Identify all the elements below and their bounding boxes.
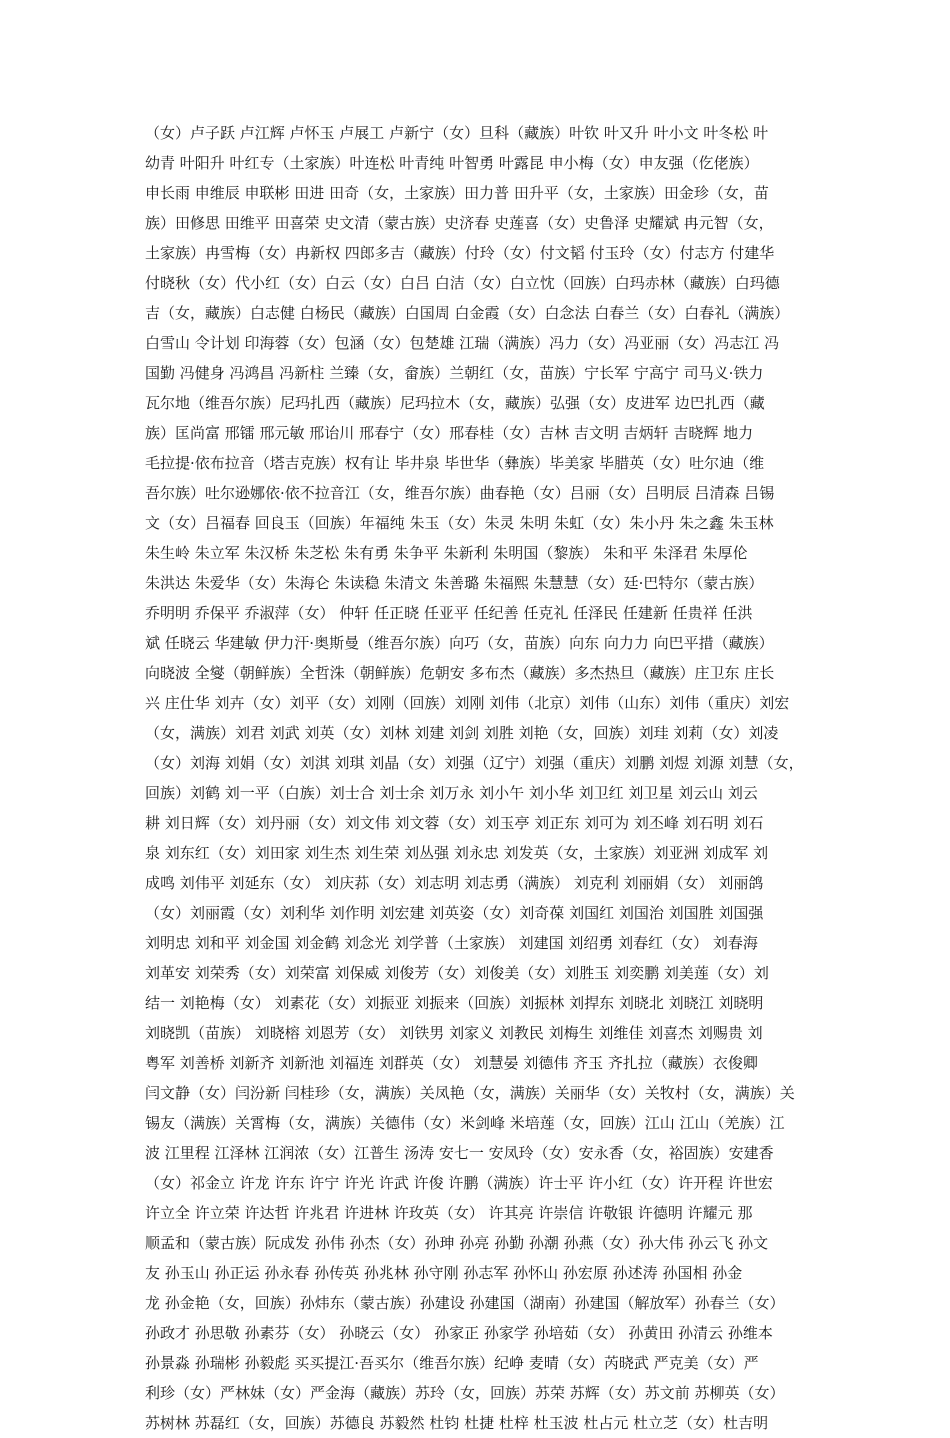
text-line: 乔明明 乔保平 乔淑萍（女） 仲轩 任正晓 任亚平 任纪善 任克礼 任泽民 任建新 任贵祥 任洪	[145, 604, 753, 622]
text-line: 吾尔族）吐尔逊娜依·依不拉音江（女，维吾尔族）曲春艳（女）吕丽（女）吕明辰 吕清森 吕锡	[145, 484, 775, 502]
text-line: 回族）刘鹤 刘一平（白族）刘士合 刘士余 刘万永 刘小午 刘小华 刘卫红 刘卫星 刘云山 刘云	[145, 784, 758, 802]
text-line: 苏树林 苏磊红（女，回族）苏德良 苏毅然 杜钧 杜捷 杜梓 杜玉波 杜占元 杜立芝（女）杜吉明	[145, 1414, 769, 1432]
text-line: 族）匡尚富 邢镭 邢元敏 邢诒川 邢春宁（女）邢春桂（女）吉林 吉文明 吉炳轩 吉晓辉 地力	[145, 424, 754, 442]
text-line: 幼青 叶阳升 叶红专（土家族）叶连松 叶青纯 叶智勇 叶露昆 申小梅（女）申友强（仡佬族）	[145, 154, 759, 172]
text-line: 土家族）冉雪梅（女）冉新权 四郎多吉（藏族）付玲（女）付文韬 付玉玲（女）付志方 付建华	[145, 244, 775, 262]
text-line: 朱洪达 朱爱华（女）朱海仑 朱读稳 朱清文 朱善璐 朱福熙 朱慧慧（女）廷·巴特尔（蒙古族）	[145, 574, 764, 592]
text-line: 成鸣 刘伟平 刘延东（女） 刘庆荪（女）刘志明 刘志勇（满族） 刘克利 刘丽娟（女） 刘丽鸽	[145, 874, 764, 892]
text-line: 向晓波 全燮（朝鲜族）全哲洙（朝鲜族）危朝安 多布杰（藏族）多杰热旦（藏族）庄卫东 庄长	[145, 664, 775, 682]
text-line: 刘晓凯（苗族） 刘晓榕 刘恩芳（女） 刘铁男 刘家义 刘教民 刘梅生 刘维佳 刘喜杰 刘赐贵 刘	[145, 1024, 763, 1042]
text-line: 国勤 冯健身 冯鸿昌 冯新柱 兰臻（女，畲族）兰朝红（女，苗族）宁长军 宁高宁 司马义·铁力	[145, 364, 764, 382]
text-line: 耕 刘日辉（女）刘丹丽（女）刘文伟 刘文蓉（女）刘玉亭 刘正东 刘可为 刘丕峰 刘石明 刘石	[145, 814, 764, 832]
text-line: （女，满族）刘君 刘武 刘英（女）刘林 刘建 刘剑 刘胜 刘艳（女，回族）刘珪 刘莉（女）刘凌	[145, 724, 779, 742]
text-line: 锡友（满族）关霄梅（女，满族）关德伟（女）米剑峰 米培莲（女，回族）江山 江山（羌族）江	[145, 1114, 785, 1132]
text-line: 泉 刘东红（女）刘田家 刘生杰 刘生荣 刘丛强 刘永忠 刘发英（女，土家族）刘亚洲 刘成军 刘	[145, 844, 769, 862]
text-line: 顺孟和（蒙古族）阮成发 孙伟 孙杰（女）孙珅 孙亮 孙勤 孙潮 孙燕（女）孙大伟 孙云飞 孙文	[145, 1234, 769, 1252]
text-line: 申长雨 申维辰 申联彬 田进 田奇（女，土家族）田力普 田升平（女，土家族）田金珍（女，苗	[145, 184, 769, 202]
text-line: 族）田修思 田维平 田喜荣 史文清（蒙古族）史济春 史莲喜（女）史鲁泽 史耀斌 冉元智（女，	[145, 214, 774, 232]
text-line: 朱生岭 朱立军 朱汉桥 朱芝松 朱有勇 朱争平 朱新利 朱明国（黎族） 朱和平 朱泽君 朱厚伦	[145, 544, 748, 562]
text-line: 龙 孙金艳（女，回族）孙炜东（蒙古族）孙建设 孙建国（湖南）孙建国（解放军）孙春兰（女）	[145, 1294, 785, 1312]
text-line: 吉（女，藏族）白志健 白杨民（藏族）白国周 白金霞（女）白念法 白春兰（女）白春礼（满族）	[145, 304, 790, 322]
text-line: （女）祁金立 许龙 许东 许宁 许光 许武 许俊 许鹏（满族）许士平 许小红（女）许开程 许世宏	[145, 1174, 773, 1192]
text-line: 斌 任晓云 华建敏 伊力汗·奥斯曼（维吾尔族）向巧（女，苗族）向东 向力力 向巴平措（藏族）	[145, 634, 774, 652]
text-line: 兴 庄仕华 刘卉（女）刘平（女）刘刚（回族）刘刚 刘伟（北京）刘伟（山东）刘伟（重庆）刘宏	[145, 694, 790, 712]
text-line: （女）卢子跃 卢江辉 卢怀玉 卢展工 卢新宁（女）旦科（藏族）叶钦 叶又升 叶小文 叶冬松 叶	[145, 124, 769, 142]
text-line: 白雪山 令计划 印海蓉（女）包涵（女）包楚雄 江瑞（满族）冯力（女）冯亚丽（女）冯志江 冯	[145, 334, 780, 352]
text-line: 刘革安 刘荣秀（女）刘荣富 刘保威 刘俊芳（女）刘俊美（女）刘胜玉 刘奕鹏 刘美莲（女）刘	[145, 964, 769, 982]
text-line: 毛拉提·依布拉音（塔吉克族）权有让 毕井泉 毕世华（彝族）毕美家 毕腊英（女）吐尔迪（维	[145, 454, 765, 472]
text-line: （女）刘丽霞（女）刘利华 刘作明 刘宏建 刘英姿（女）刘奇葆 刘国红 刘国治 刘国胜 刘国强	[145, 904, 764, 922]
text-line: 粤军 刘善桥 刘新齐 刘新池 刘福连 刘群英（女） 刘慧晏 刘德伟 齐玉 齐扎拉（藏族）衣俊卿	[145, 1054, 758, 1072]
text-line: 波 江里程 江泽林 江润浓（女）江普生 汤涛 安七一 安凤玲（女）安永香（女，裕固族）安建香	[145, 1144, 774, 1162]
name-list-text	[145, 118, 815, 1438]
text-line: 闫文静（女）闫汾新 闫桂珍（女，满族）关凤艳（女，满族）关丽华（女）关牧村（女，满族）关	[145, 1084, 795, 1102]
text-line: 瓦尔地（维吾尔族）尼玛扎西（藏族）尼玛拉木（女，藏族）弘强（女）皮进军 边巴扎西（藏	[145, 394, 765, 412]
text-line: 结一 刘艳梅（女） 刘素花（女）刘振亚 刘振来（回族）刘振林 刘捍东 刘晓北 刘晓江 刘晓明	[145, 994, 764, 1012]
text-line: 利珍（女）严林妹（女）严金海（藏族）苏玲（女，回族）苏荣 苏辉（女）苏文前 苏柳英（女）	[145, 1384, 785, 1402]
text-line: 许立全 许立荣 许达哲 许兆君 许进林 许玫英（女） 许其亮 许崇信 许敬银 许德明 许耀元 那	[145, 1204, 753, 1222]
text-line: （女）刘海 刘娟（女）刘淇 刘琪 刘晶（女）刘强（辽宁）刘强（重庆）刘鹏 刘煜 刘源 刘慧（女，	[145, 754, 804, 772]
text-line: 友 孙玉山 孙正运 孙永春 孙传英 孙兆林 孙守刚 孙志军 孙怀山 孙宏原 孙述涛 孙国相 孙金	[145, 1264, 743, 1282]
text-line: 孙政才 孙思敬 孙素芬（女） 孙晓云（女） 孙家正 孙家学 孙培茹（女） 孙黄田 孙清云 孙维本	[145, 1324, 773, 1342]
text-line: 文（女）吕福春 回良玉（回族）年福纯 朱玉（女）朱灵 朱明 朱虹（女）朱小丹 朱之鑫 朱玉林	[145, 514, 774, 532]
text-line: 刘明忠 刘和平 刘金国 刘金鹤 刘念光 刘学普（土家族） 刘建国 刘绍勇 刘春红（女） 刘春海	[145, 934, 758, 952]
text-line: 付晓秋（女）代小红（女）白云（女）白吕 白洁（女）白立忱（回族）白玛赤林（藏族）白玛德	[145, 274, 780, 292]
text-line: 孙景淼 孙瑞彬 孙毅彪 买买提江·吾买尔（维吾尔族）纪峥 麦晴（女）芮晓武 严克美（女）严	[145, 1354, 759, 1372]
